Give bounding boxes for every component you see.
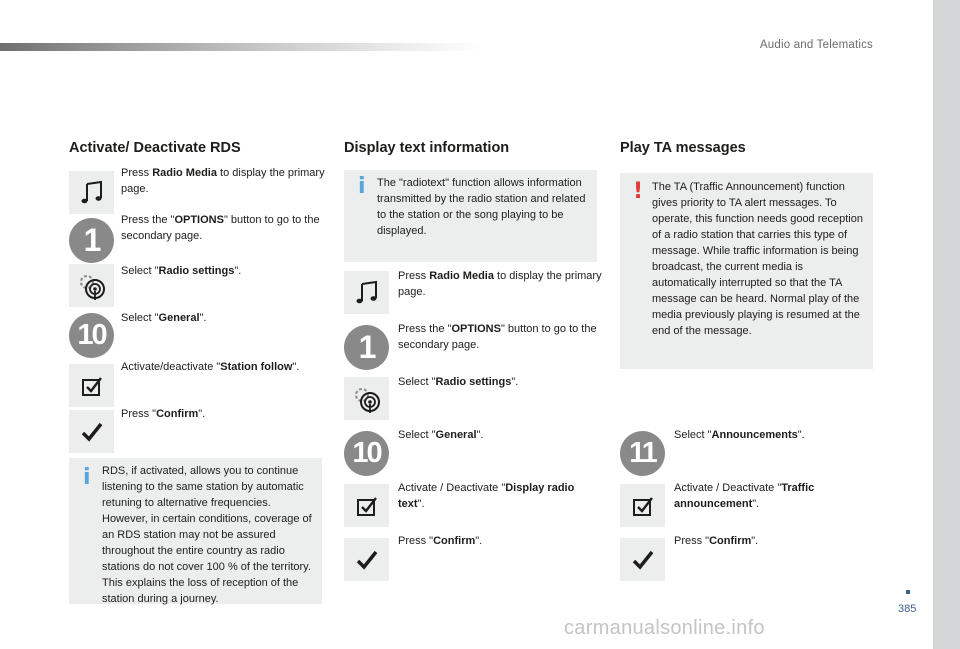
radio-settings-icon <box>69 264 114 307</box>
section-title-rds: Activate/ Deactivate RDS <box>69 140 241 156</box>
watermark: carmanualsonline.info <box>564 617 765 639</box>
col1-step3-text: Select "Radio settings". <box>121 265 242 277</box>
step-number-badge: 10 <box>344 431 389 476</box>
col1-step4-text: Select "General". <box>121 312 207 324</box>
page-number: 385 <box>898 603 917 615</box>
page-header-title: Audio and Telematics <box>759 39 873 51</box>
radiotext-info-box <box>344 170 597 262</box>
radio-settings-icon <box>344 377 389 420</box>
step-number-badge: 10 <box>69 313 114 358</box>
page-marker <box>906 590 910 594</box>
col2-step3-text: Select "Radio settings". <box>398 376 519 388</box>
side-strip <box>933 0 960 649</box>
col1-step6-text: Press "Confirm". <box>121 408 206 420</box>
col3-step3-text: Press "Confirm". <box>674 535 759 547</box>
col2-step2-text: Press the "OPTIONS" button to go to the secondary page. <box>398 323 597 351</box>
section-title-ta: Play TA messages <box>620 140 746 156</box>
rds-info-box <box>69 458 322 604</box>
step-number-badge: 11 <box>620 431 665 476</box>
checkmark-icon <box>620 538 665 581</box>
step-number-badge: 1 <box>344 325 389 370</box>
ta-warning-text: The TA (Traffic Announcement) function gives priority to TA alert messages. To operate, this function needs good reception of a radio station that carries this type of message. While traffic information is being broadcast, the current media is automatically interrupted so that the TA message can be heard. Normal play of the media previously playing is resumed at the end of the message. <box>652 181 863 337</box>
ta-warning-box <box>620 173 873 369</box>
section-title-display-text: Display text information <box>344 140 510 156</box>
col2-step6-text: Press "Confirm". <box>398 535 483 547</box>
radiotext-info-text: The "radiotext" function allows information transmitted by the radio station and related to the station or the song playing to be displayed. <box>377 177 586 237</box>
col1-step2-text: Press the "OPTIONS" button to go to the secondary page. <box>121 214 320 242</box>
checkbox-icon <box>620 484 665 527</box>
music-note-icon <box>344 271 389 314</box>
col1-step1-text: Press Radio Media to display the primary page. <box>121 167 325 195</box>
header-gradient-bar <box>0 43 480 51</box>
col2-step5-text: Activate / Deactivate "Display radio text". <box>398 482 575 510</box>
music-note-icon <box>69 171 114 214</box>
checkmark-icon <box>69 410 114 453</box>
checkbox-icon <box>69 364 114 407</box>
col3-step2-text: Activate / Deactivate "Traffic announcement". <box>674 482 815 510</box>
col1-step5-text: Activate/deactivate "Station follow". <box>121 361 300 373</box>
warning-icon: ! <box>633 179 644 204</box>
radio-media-label: Radio Media <box>152 167 217 179</box>
col2-step4-text: Select "General". <box>398 429 484 441</box>
rds-info-text: RDS, if activated, allows you to continue listening to the same station by automatic retuning to alternative frequencies. However, in certain conditions, coverage of an RDS station may not be assured throughout the entire country as radio stations do not cover 100 % of the territory. This explains the loss of reception of the station during a journey. <box>102 465 312 605</box>
info-icon: i <box>358 174 366 199</box>
info-icon: i <box>83 465 91 490</box>
col3-step1-text: Select "Announcements". <box>674 429 805 441</box>
checkmark-icon <box>344 538 389 581</box>
col2-step1-text: Press Radio Media to display the primary page. <box>398 270 602 298</box>
step-number-badge: 1 <box>69 218 114 263</box>
checkbox-icon <box>344 484 389 527</box>
